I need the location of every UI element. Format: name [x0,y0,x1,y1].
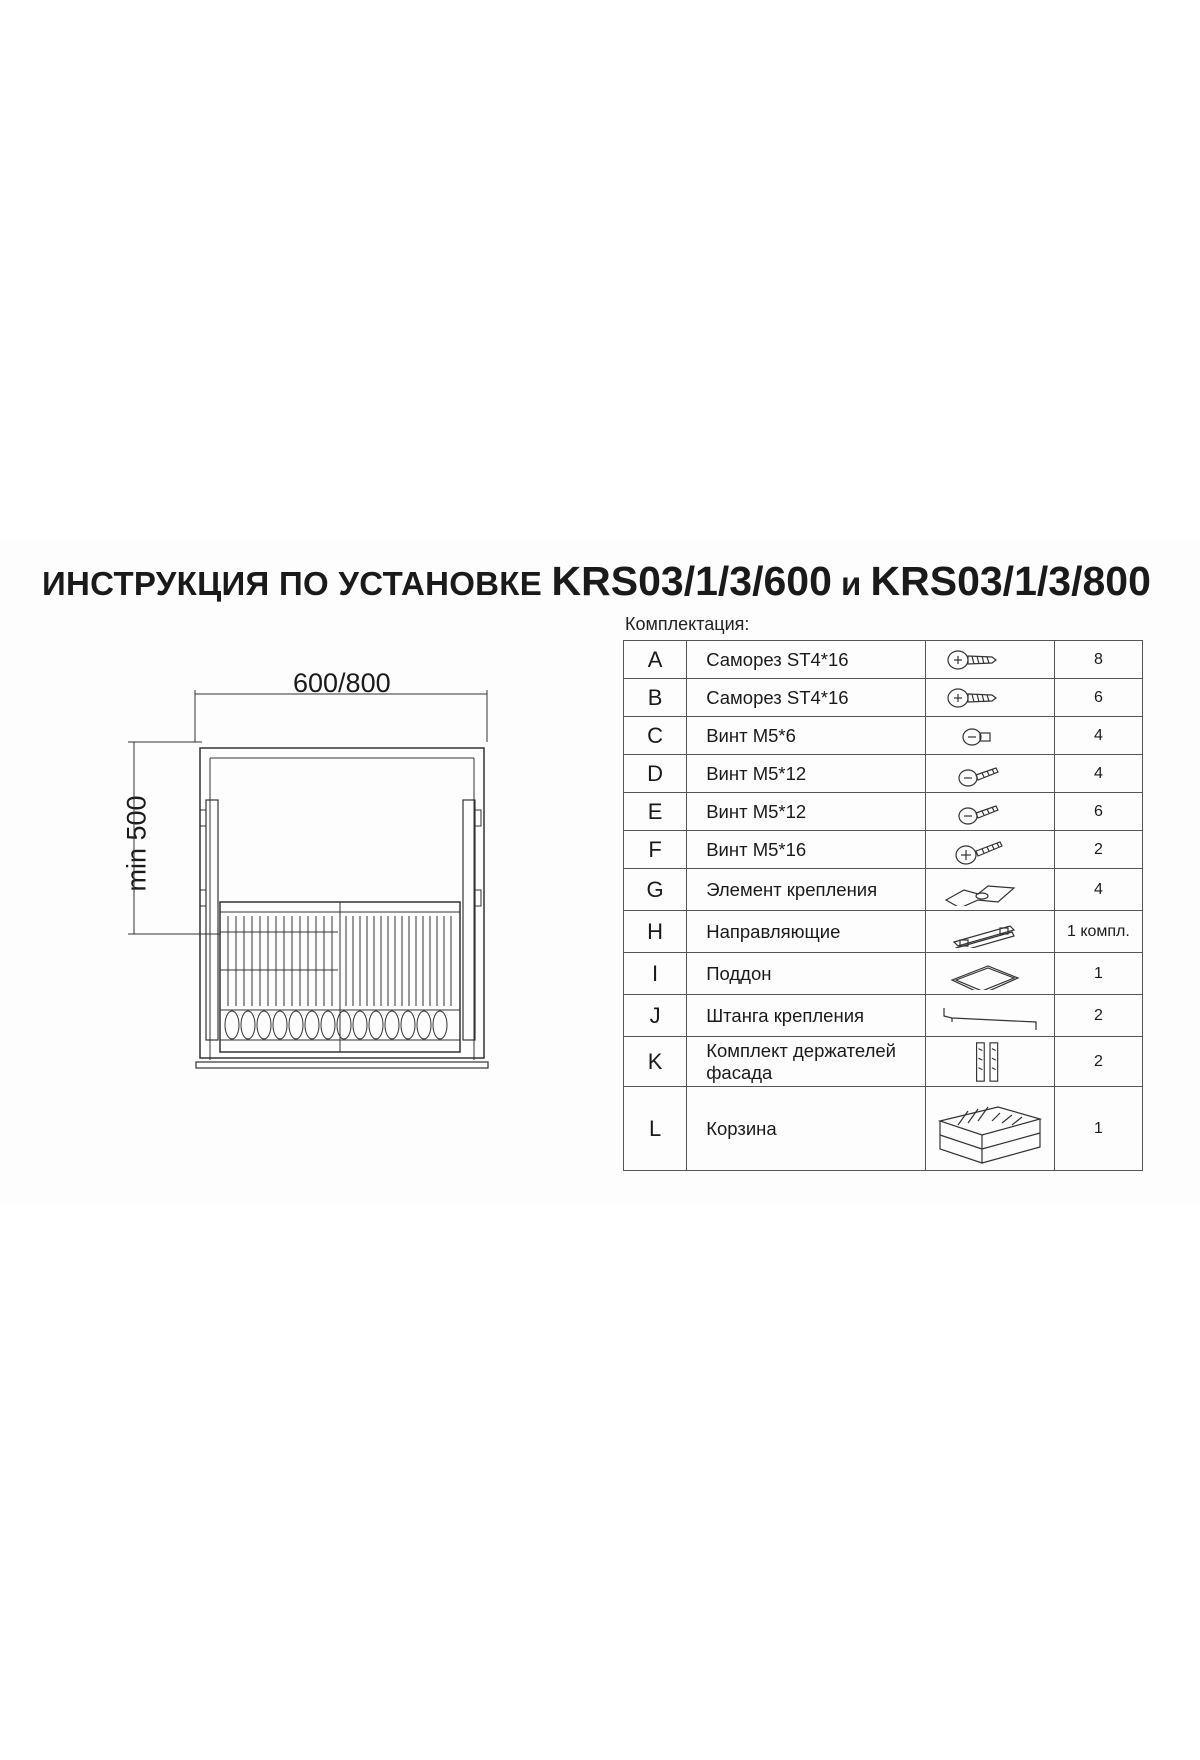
kit-row-image [926,911,1055,953]
kit-row-qty: 2 [1054,995,1142,1037]
kit-row [624,1087,1143,1171]
plate [321,1011,335,1039]
drawer-slide-icon [930,916,1050,948]
plate [433,1011,447,1039]
title-model-800: KRS03/1/3/800 [870,558,1151,604]
plate [273,1011,287,1039]
kit-row-image [926,1037,1055,1087]
plate [305,1011,319,1039]
kit-row-qty: 4 [1054,869,1142,911]
kit-row-letter: K [624,1037,687,1087]
kit-row [624,953,1143,995]
short-screw-icon [930,720,1050,752]
kit-row-image [926,995,1055,1037]
mounting-rod-icon [930,1000,1050,1032]
plate [353,1011,367,1039]
kit-row-name: Поддон [687,953,926,995]
kit-row-qty: 2 [1054,831,1142,869]
facade-holder-icon [930,1039,1050,1085]
kit-row-image [926,717,1055,755]
kit-row-qty: 1 компл. [1054,911,1142,953]
kit-row-image [926,679,1055,717]
kit-row-image [926,793,1055,831]
kit-row-letter: A [624,641,687,679]
plate [369,1011,383,1039]
kit-row-image [926,641,1055,679]
kit-row-name: Корзина [687,1087,926,1171]
kit-row-name: Винт M5*6 [687,717,926,755]
kit-row-letter: J [624,995,687,1037]
kit-row-qty: 4 [1054,717,1142,755]
kit-row-letter: B [624,679,687,717]
kit-row-name: Направляющие [687,911,926,953]
kit-row [624,793,1143,831]
kit-row [624,1037,1143,1087]
kit-row-qty: 2 [1054,1037,1142,1087]
basket-icon [928,1091,1052,1167]
kit-row-name: Комплект держателей фасада [687,1037,926,1087]
kit-row-letter: H [624,911,687,953]
title-conjunction: и [831,565,871,602]
plate [401,1011,415,1039]
tapping-screw-long-icon [930,644,1050,676]
cabinet-basket-drawing [120,690,500,1090]
plate [337,1011,351,1039]
plate [257,1011,271,1039]
kit-row-letter: G [624,869,687,911]
screw-m5-16-icon [930,833,1050,867]
kit-row-name: Винт M5*12 [687,755,926,793]
kit-row-image [926,831,1055,869]
title-text: ИНСТРУКЦИЯ ПО УСТАНОВКЕ [42,565,552,602]
mounting-clip-icon [930,874,1050,906]
kit-row [624,641,1143,679]
kit-row [624,717,1143,755]
kit-row [624,911,1143,953]
plate [225,1011,239,1039]
kit-row-name: Саморез ST4*16 [687,679,926,717]
kit-row-letter: C [624,717,687,755]
kit-row-image [926,755,1055,793]
kit-row [624,869,1143,911]
kit-row [624,755,1143,793]
kit-label: Комплектация: [625,614,750,634]
kit-row [624,995,1143,1037]
kit-row-qty: 4 [1054,755,1142,793]
plate [241,1011,255,1039]
plate [289,1011,303,1039]
kit-row-name: Штанга крепления [687,995,926,1037]
kit-row [624,679,1143,717]
plate [385,1011,399,1039]
kit-row-qty: 1 [1054,953,1142,995]
height-dimension-label: min 500 [121,795,152,892]
base-plate [196,1062,488,1068]
kit-row-letter: F [624,831,687,869]
kit-table [623,640,1143,1171]
tapping-screw-icon [930,682,1050,714]
plate [417,1011,431,1039]
title-model-600: KRS03/1/3/600 [551,558,832,604]
kit-row-qty: 6 [1054,679,1142,717]
kit-row-name: Саморез ST4*16 [687,641,926,679]
kit-row-name: Винт M5*16 [687,831,926,869]
page-title [42,558,1172,605]
kit-row-letter: I [624,953,687,995]
kit-row-image [926,869,1055,911]
kit-row [624,831,1143,869]
kit-row-name: Винт M5*12 [687,793,926,831]
screw-m5-12-icon [930,758,1050,790]
kit-row-name: Элемент крепления [687,869,926,911]
kit-row-letter: D [624,755,687,793]
kit-row-qty: 6 [1054,793,1142,831]
tray-icon [930,958,1050,990]
screw-m5-12-icon [930,796,1050,828]
kit-row-qty: 8 [1054,641,1142,679]
width-dimension-label: 600/800 [293,668,391,698]
kit-row-letter: L [624,1087,687,1171]
kit-row-image [926,1087,1055,1171]
kit-row-image [926,953,1055,995]
kit-row-letter: E [624,793,687,831]
kit-row-qty: 1 [1054,1087,1142,1171]
